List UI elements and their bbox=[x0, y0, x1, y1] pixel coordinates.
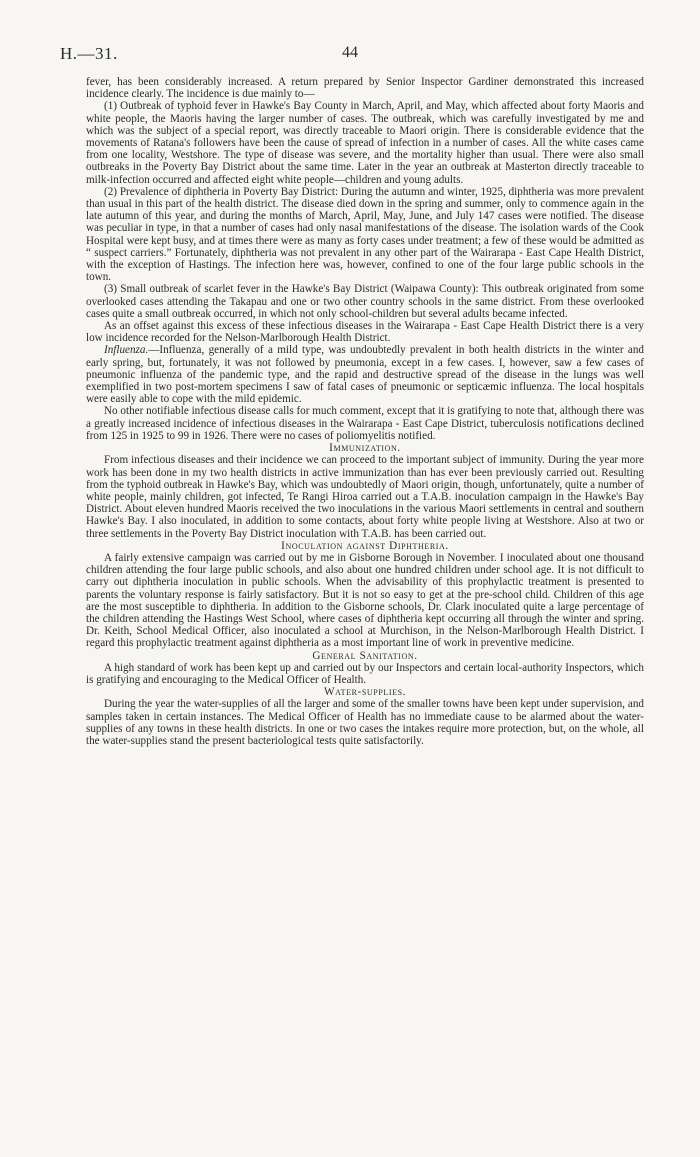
paragraph-immunization: From infectious diseases and their incidence we can proceed to the important subject of immunity. During the year more work has been done in my two health districts in active immunization than has ever been previously carried out. Resulting from the typhoid outbreak in Hawke's Bay, which was undoubtedly of Maori origin, though, unfortunately, quite a number of white people, mainly children, got infected, Te Rangi Hiroa carried out a T.A.B. inoculation campaign in the Hawke's Bay District. About eleven hundred Maoris received the two inoculations in the various Maori settlements in central and southern Hawke's Bay. I also inoculated, in addition to some contacts, about forty white people living at Westshore. Also at two or three settlements in the Poverty Bay District inoculation with T.A.B. has been carried out. bbox=[86, 454, 644, 540]
paragraph-diphtheria-prevalence: (2) Prevalence of diphtheria in Poverty Bay District: During the autumn and winter, 1925, diphtheria was more prevalent than usual in this part of the health district. The disease died down in the spring and summer, only to commence again in the late autumn of this year, and during the months of March, April, May, June, and July 147 cases were notified. The disease was peculiar in type, in that a number of cases had only nasal manifestations of the disease. The isolation wards of the Cook Hospital were kept busy, and at times there were as many as forty cases under treatment; a few of these would be admitted as “ suspect carriers.” Fortunately, diphtheria was not prevalent in any other part of the Wairarapa - East Cape Health District, with the exception of Hastings. The infection here was, however, confined to one of the four large public schools in the town. bbox=[86, 185, 644, 284]
heading-water-supplies: Water-supplies. bbox=[323, 686, 407, 699]
heading-diphtheria-inoculation: Inoculation against Diphtheria. bbox=[281, 539, 449, 552]
page-header bbox=[60, 44, 640, 68]
heading-immunization: Immunization. bbox=[329, 442, 401, 455]
report-reference: H.—31. bbox=[60, 44, 118, 63]
paragraph-influenza bbox=[86, 344, 644, 405]
page-body bbox=[86, 76, 644, 747]
page-number: 44 bbox=[342, 44, 358, 61]
paragraph-typhoid-outbreak: (1) Outbreak of typhoid fever in Hawke's Bay County in March, April, and May, which affected about forty Maoris and white people, the Maoris having the larger number of cases. The outbreak, which was carefully investigated by me and which was the subject of a special report, was directly traceable to Maori origin. There is considerable evidence that the movements of Ratana's followers have been the cause of spread of infection in a number of cases. All the white cases came from one locality, Westshore. The type of disease was severe, and the mortality higher than usual. There were also small outbreaks in the Poverty Bay District about the same time. Later in the year an outbreak at Masterton directly traceable to milk-infection occurred and affected eight white people—children and young adults. bbox=[86, 100, 644, 186]
paragraph-water-supplies: During the year the water-supplies of all the larger and some of the smaller towns have been kept under supervision, and samples taken in certain instances. The Medical Officer of Health has no immediate cause to be alarmed about the water-supplies of any towns in these health districts. In one or two cases the intakes require more protection, but, on the whole, all the water-supplies stand the present bacteriological tests quite satisfactorily. bbox=[86, 698, 644, 747]
paragraph-diphtheria-inoculation: A fairly extensive campaign was carried out by me in Gisborne Borough in November. I inoculated about one thousand children attending the four large public schools, and also about one hundred children under school age. It is not difficult to carry out diphtheria inoculation in public schools. When the advisability of this prophylactic treatment is presented to parents the voluntary response is fairly satisfactory. But it is not so easy to get at the pre-school child. Children of this age are the most susceptible to diphtheria. In addition to the Gisborne schools, Dr. Clark inoculated quite a large percentage of the children attending the Hastings West School, where cases of diphtheria kept occurring all through the winter and spring. Dr. Keith, School Medical Officer, also inoculated a school at Murchison, in the Nelson-Marlborough Health District. I regard this prophylactic treatment against diphtheria as a most important line of work in preventive medicine. bbox=[86, 551, 644, 650]
paragraph-incidence-intro: fever, has been considerably increased. A return prepared by Senior Inspector Gardiner demonstrated this increased incidence clearly. The incidence is due mainly to— bbox=[86, 76, 644, 101]
heading-general-sanitation: General Sanitation. bbox=[312, 649, 418, 662]
influenza-text: —Influenza, generally of a mild type, was undoubtedly prevalent in both health districts in the winter and early spring, but, fortunately, it was not followed by pneumonia, except in a few cases. I, however, saw a few cases of pneumonic influenza of the pandemic type, and the rapid and destructive spread of the disease in the lungs was well exemplified in two post-mortem specimens I saw of fatal cases of pneumonic or septicæmic influenza. The local hospitals were easily able to cope with the mild epidemic. bbox=[86, 344, 644, 406]
paragraph-scarlet-fever: (3) Small outbreak of scarlet fever in the Hawke's Bay District (Waipawa County): This outbreak originated from some overlooked cases attending the Takapau and one or two other country schools in the same district. From these overlooked cases quite a small outbreak occurred, in which not only school-children but several adults became infected. bbox=[86, 283, 644, 320]
influenza-label: Influenza. bbox=[104, 344, 149, 357]
paragraph-offset: As an offset against this excess of these infectious diseases in the Wairarapa - East Cape Health District there is a very low incidence recorded for the Nelson-Marlborough Health District. bbox=[86, 320, 644, 345]
paragraph-general-sanitation: A high standard of work has been kept up and carried out by our Inspectors and certain local-authority Inspectors, which is gratifying and encouraging to the Medical Officer of Health. bbox=[86, 661, 644, 686]
paragraph-notifiable-diseases: No other notifiable infectious disease calls for much comment, except that it is gratifying to note that, although there was a greatly increased incidence of infectious diseases in the Wairarapa - East Cape District, tuberculosis notifications declined from 125 in 1925 to 99 in 1926. There were no cases of poliomyelitis notified. bbox=[86, 405, 644, 442]
